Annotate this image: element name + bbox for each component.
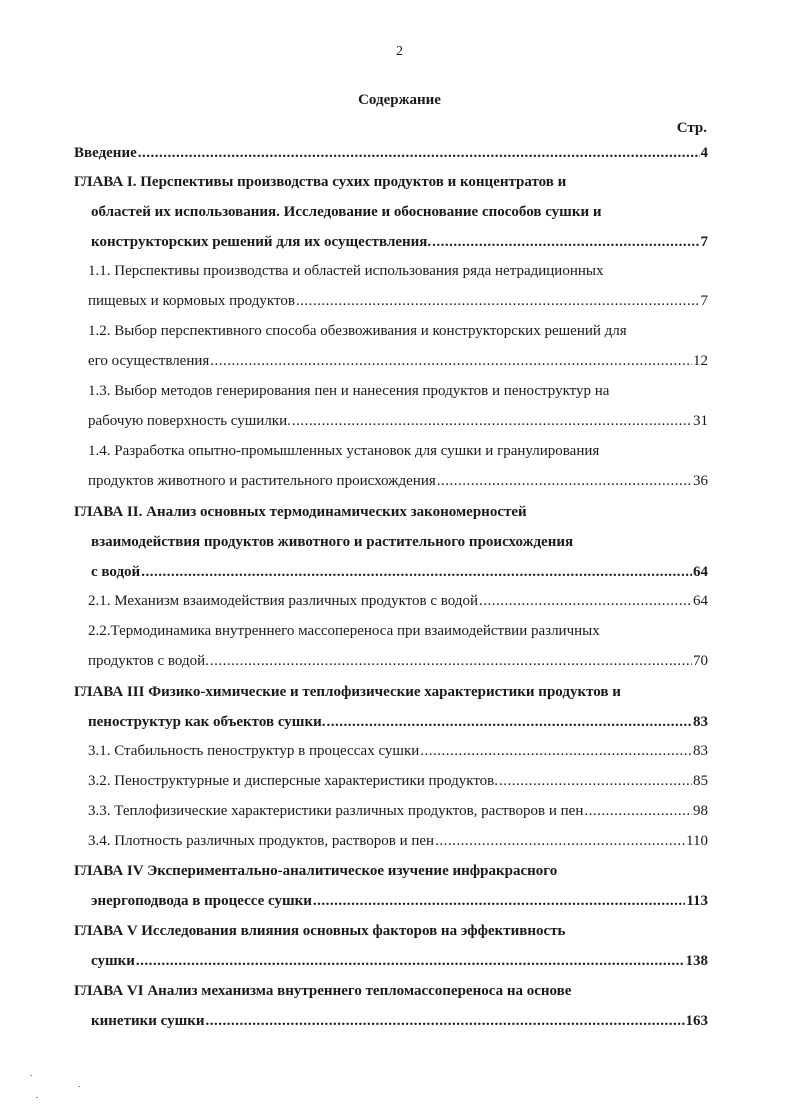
- toc-entry-title: 3.1. Стабильность пеноструктур в процессах сушки: [88, 743, 420, 759]
- dot-leader: [138, 138, 700, 168]
- toc-section-3-4[interactable]: [88, 826, 708, 856]
- toc-section-3-3[interactable]: [88, 796, 708, 826]
- toc-section-1-3-final[interactable]: [88, 406, 708, 436]
- toc-entry-title: пеноструктур как объектов сушки.: [88, 714, 326, 730]
- toc-entry-title: 3.2. Пеноструктурные и дисперсные характеристики продуктов.: [88, 773, 499, 789]
- toc-entry-title: конструкторских решений для их осуществления.: [91, 234, 432, 250]
- toc-section-3-1[interactable]: [88, 736, 708, 766]
- dot-leader: [584, 796, 692, 826]
- dot-leader: [437, 466, 692, 496]
- page-number: 2: [396, 44, 403, 59]
- dot-leader: [313, 886, 685, 916]
- toc-page-number: 64: [693, 593, 708, 609]
- toc-section-2-2-final[interactable]: [88, 646, 708, 676]
- toc-chapter-3-line-1[interactable]: ГЛАВА III Физико-химические и теплофизические характеристики продуктов и: [74, 684, 621, 700]
- toc-entry-title: продуктов с водой.: [88, 653, 209, 669]
- toc-chapter-4-line-1[interactable]: ГЛАВА IV Экспериментально-аналитическое изучение инфракрасного: [74, 863, 558, 879]
- toc-section-1-4-line-1[interactable]: 1.4. Разработка опытно-промышленных установок для сушки и гранулирования: [88, 443, 600, 459]
- toc-page-number: 31: [693, 413, 708, 429]
- toc-entry-title: Введение: [74, 145, 137, 161]
- toc-section-1-1-line-1[interactable]: 1.1. Перспективы производства и областей использования ряда нетрадиционных: [88, 263, 604, 279]
- toc-page-number: 83: [693, 714, 708, 730]
- page-column-header: Стр.: [676, 120, 707, 136]
- toc-page-number: 7: [700, 293, 708, 309]
- toc-chapter-2-line-1[interactable]: ГЛАВА II. Анализ основных термодинамических закономерностей: [74, 504, 527, 520]
- toc-section-1-2-line-1[interactable]: 1.2. Выбор перспективного способа обезвоживания и конструкторских решений для: [88, 323, 627, 339]
- toc-chapter-2-final[interactable]: [91, 557, 708, 587]
- toc-section-1-3-line-1[interactable]: 1.3. Выбор методов генерирования пен и нанесения продуктов и пеноструктур на: [88, 383, 610, 399]
- scan-speck: [78, 1086, 80, 1087]
- dot-leader: [327, 707, 693, 737]
- toc-page-number: 138: [685, 953, 708, 969]
- toc-page-number: 98: [693, 803, 708, 819]
- toc-entry-title: энергоподвода в процессе сушки: [91, 893, 312, 909]
- dot-leader: [432, 227, 699, 257]
- toc-page-number: 70: [693, 653, 708, 669]
- toc-entry-intro[interactable]: [74, 138, 708, 168]
- dot-leader: [296, 286, 700, 316]
- toc-chapter-6-line-1[interactable]: ГЛАВА VI Анализ механизма внутреннего тепломассопереноса на основе: [74, 983, 572, 999]
- scan-speck: [36, 1097, 38, 1098]
- toc-entry-title: с водой: [91, 564, 141, 580]
- toc-entry-title: 2.1. Механизм взаимодействия различных продуктов с водой: [88, 593, 478, 609]
- dot-leader: [141, 557, 692, 587]
- toc-section-1-1-final[interactable]: [88, 286, 708, 316]
- toc-entry-title: 3.3. Теплофизические характеристики различных продуктов, растворов и пен: [88, 803, 584, 819]
- toc-page-number: 36: [693, 473, 708, 489]
- toc-page-number: 85: [693, 773, 708, 789]
- toc-chapter-6-final[interactable]: [91, 1006, 708, 1036]
- toc-entry-title: пищевых и кормовых продуктов: [88, 293, 295, 309]
- dot-leader: [136, 946, 685, 976]
- toc-page-number: 4: [700, 145, 708, 161]
- page-title: Содержание: [358, 92, 441, 108]
- dot-leader: [292, 406, 692, 436]
- toc-entry-title: кинетики сушки: [91, 1013, 205, 1029]
- toc-section-3-2[interactable]: [88, 766, 708, 796]
- dot-leader: [210, 646, 692, 676]
- toc-section-1-4-final[interactable]: [88, 466, 708, 496]
- toc-chapter-2-line-2[interactable]: взаимодействия продуктов животного и растительного происхождения: [91, 534, 574, 550]
- dot-leader: [499, 766, 692, 796]
- toc-page-number: 110: [686, 833, 708, 849]
- toc-entry-title: продуктов животного и растительного происхождения: [88, 473, 436, 489]
- toc-page-number: 64: [693, 564, 708, 580]
- toc-entry-title: его осуществления: [88, 353, 210, 369]
- toc-chapter-4-final[interactable]: [91, 886, 708, 916]
- toc-chapter-1-line-1[interactable]: ГЛАВА I. Перспективы производства сухих продуктов и концентратов и: [74, 174, 567, 190]
- dot-leader: [210, 346, 692, 376]
- toc-entry-title: 3.4. Плотность различных продуктов, растворов и пен: [88, 833, 435, 849]
- scan-speck: [30, 1075, 32, 1076]
- toc-chapter-5-final[interactable]: [91, 946, 708, 976]
- toc-page-number: 12: [693, 353, 708, 369]
- toc-chapter-5-line-1[interactable]: ГЛАВА V Исследования влияния основных факторов на эффективность: [74, 923, 566, 939]
- toc-chapter-1-final[interactable]: [91, 227, 708, 257]
- toc-chapter-1-line-2[interactable]: областей их использования. Исследование и обоснование способов сушки и: [91, 204, 602, 220]
- dot-leader: [435, 826, 685, 856]
- toc-page-number: 113: [686, 893, 708, 909]
- toc-section-2-2-line-1[interactable]: 2.2.Термодинамика внутреннего массопереноса при взаимодействии различных: [88, 623, 600, 639]
- toc-page-number: 7: [700, 234, 708, 250]
- toc-section-2-1[interactable]: [88, 586, 708, 616]
- toc-page-number: 163: [685, 1013, 708, 1029]
- toc-entry-title: сушки: [91, 953, 135, 969]
- toc-page-number: 83: [693, 743, 708, 759]
- dot-leader: [206, 1006, 685, 1036]
- toc-entry-title: рабочую поверхность сушилки.: [88, 413, 291, 429]
- toc-chapter-3-final[interactable]: [88, 707, 708, 737]
- toc-section-1-2-final[interactable]: [88, 346, 708, 376]
- dot-leader: [420, 736, 692, 766]
- dot-leader: [479, 586, 692, 616]
